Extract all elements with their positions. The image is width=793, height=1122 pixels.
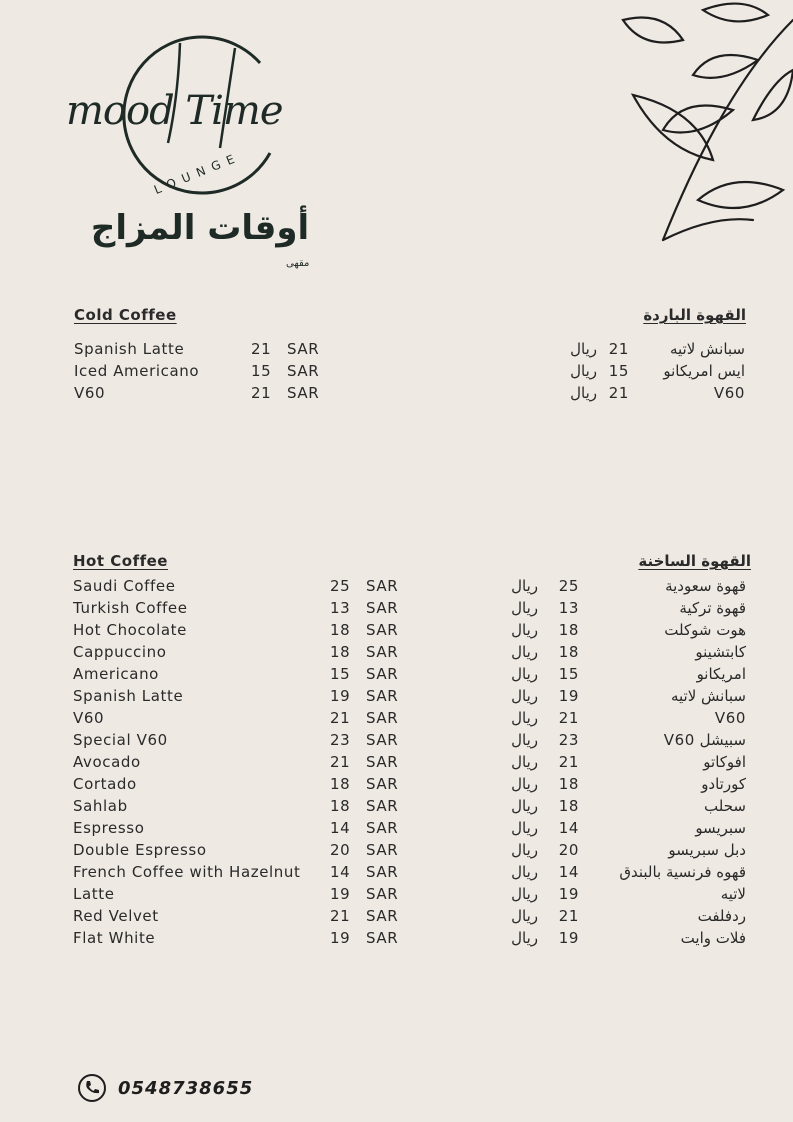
brand-arabic-sub: مقهى <box>286 258 310 269</box>
item-price-ar: 20 <box>558 841 579 859</box>
item-price-en: 18 <box>330 797 351 815</box>
menu-item-ar <box>0 863 793 885</box>
item-name-en: Avocado <box>73 753 141 771</box>
item-currency-ar: ريال <box>511 929 538 947</box>
item-name-en: Hot Chocolate <box>73 621 187 639</box>
item-currency-ar: ريال <box>511 621 538 639</box>
menu-item-ar <box>0 687 793 709</box>
item-price-en: 20 <box>330 841 351 859</box>
item-price-ar: 15 <box>608 362 629 380</box>
item-name-ar: سبيشل V60 <box>663 731 746 749</box>
menu-item-ar <box>0 599 793 621</box>
item-name-en: Cappuccino <box>73 643 167 661</box>
item-name-ar: قهوة سعودية <box>665 577 746 595</box>
menu-item-ar <box>0 885 793 907</box>
item-currency-en: SAR <box>366 753 399 771</box>
item-currency-ar: ريال <box>570 384 597 402</box>
item-currency-ar: ريال <box>511 797 538 815</box>
item-name-ar: ايس امريكانو <box>663 362 745 380</box>
item-currency-en: SAR <box>366 863 399 881</box>
menu-item-ar <box>0 621 793 643</box>
item-name-ar: سبريسو <box>695 819 746 837</box>
item-currency-ar: ريال <box>511 907 538 925</box>
item-price-ar: 13 <box>558 599 579 617</box>
item-name-en: Red Velvet <box>73 907 159 925</box>
item-currency-en: SAR <box>366 797 399 815</box>
item-name-ar: V60 <box>713 384 745 402</box>
item-name-en: Cortado <box>73 775 137 793</box>
item-price-ar: 15 <box>558 665 579 683</box>
item-price-en: 21 <box>330 753 351 771</box>
item-currency-en: SAR <box>366 731 399 749</box>
menu-item-ar <box>0 362 793 384</box>
item-currency-en: SAR <box>287 362 320 380</box>
item-name-en: Saudi Coffee <box>73 577 176 595</box>
item-name-ar: دبل سبريسو <box>668 841 746 859</box>
phone-icon <box>78 1074 106 1102</box>
menu-item-ar <box>0 384 793 406</box>
item-name-ar: كورتادو <box>701 775 746 793</box>
item-name-ar: سبانش لاتيه <box>670 687 746 705</box>
phone-number: 0548738655 <box>118 1078 254 1099</box>
item-currency-ar: ريال <box>511 599 538 617</box>
item-price-en: 25 <box>330 577 351 595</box>
item-name-ar: سحلب <box>704 797 746 815</box>
item-price-ar: 18 <box>558 775 579 793</box>
item-price-ar: 19 <box>558 929 579 947</box>
item-currency-en: SAR <box>366 885 399 903</box>
item-price-en: 18 <box>330 775 351 793</box>
item-name-en: Spanish Latte <box>74 340 185 358</box>
item-name-ar: كابتشينو <box>695 643 746 661</box>
item-currency-ar: ريال <box>511 863 538 881</box>
item-currency-ar: ريال <box>570 340 597 358</box>
item-currency-ar: ريال <box>511 775 538 793</box>
item-currency-ar: ريال <box>511 687 538 705</box>
leaves-decoration <box>603 0 793 245</box>
item-price-en: 18 <box>330 643 351 661</box>
item-currency-en: SAR <box>366 687 399 705</box>
item-currency-ar: ريال <box>511 577 538 595</box>
menu-item-ar <box>0 665 793 687</box>
item-currency-ar: ريال <box>511 709 538 727</box>
item-currency-en: SAR <box>366 819 399 837</box>
menu-item-ar <box>0 709 793 731</box>
item-currency-ar: ريال <box>511 643 538 661</box>
item-price-ar: 21 <box>558 907 579 925</box>
menu-item-ar <box>0 643 793 665</box>
item-price-ar: 25 <box>558 577 579 595</box>
item-price-ar: 14 <box>558 863 579 881</box>
item-currency-ar: ريال <box>511 885 538 903</box>
item-currency-en: SAR <box>366 929 399 947</box>
brand-logo <box>60 18 320 278</box>
item-name-en: Latte <box>73 885 115 903</box>
item-name-ar: ردفلفت <box>697 907 746 925</box>
item-price-en: 21 <box>251 384 272 402</box>
brand-sub-name: LOUNGE <box>152 149 243 197</box>
item-price-en: 15 <box>251 362 272 380</box>
item-name-en: Sahlab <box>73 797 128 815</box>
item-price-ar: 19 <box>558 885 579 903</box>
item-currency-en: SAR <box>366 621 399 639</box>
item-price-ar: 19 <box>558 687 579 705</box>
item-price-en: 19 <box>330 885 351 903</box>
item-name-en: Special V60 <box>73 731 168 749</box>
item-name-en: Spanish Latte <box>73 687 184 705</box>
menu-item-ar <box>0 731 793 753</box>
item-name-ar: افوكاتو <box>703 753 746 771</box>
menu-item-ar <box>0 907 793 929</box>
item-price-ar: 18 <box>558 621 579 639</box>
item-name-en: Espresso <box>73 819 145 837</box>
item-name-en: Flat White <box>73 929 156 947</box>
item-currency-ar: ريال <box>511 731 538 749</box>
cold-coffee-title-ar: القهوة الباردة <box>643 306 746 324</box>
item-name-ar: سبانش لاتيه <box>669 340 745 358</box>
item-price-en: 21 <box>251 340 272 358</box>
item-price-ar: 23 <box>558 731 579 749</box>
item-price-en: 19 <box>330 687 351 705</box>
item-price-en: 14 <box>330 819 351 837</box>
menu-item-ar <box>0 841 793 863</box>
menu-item-ar <box>0 753 793 775</box>
item-currency-en: SAR <box>366 907 399 925</box>
item-name-en: V60 <box>73 709 105 727</box>
item-currency-en: SAR <box>366 599 399 617</box>
menu-item-ar <box>0 797 793 819</box>
item-currency-en: SAR <box>366 709 399 727</box>
item-price-en: 18 <box>330 621 351 639</box>
menu-item-ar <box>0 819 793 841</box>
item-price-ar: 21 <box>608 340 629 358</box>
item-currency-en: SAR <box>287 340 320 358</box>
hot-coffee-title-ar: القهوة الساخنة <box>638 552 751 570</box>
item-currency-ar: ريال <box>511 841 538 859</box>
item-price-en: 21 <box>330 907 351 925</box>
item-price-en: 19 <box>330 929 351 947</box>
item-name-ar: هوت شوكلت <box>664 621 746 639</box>
item-currency-en: SAR <box>366 577 399 595</box>
brand-script-name: mood Time <box>66 88 283 134</box>
item-price-en: 23 <box>330 731 351 749</box>
item-currency-en: SAR <box>287 384 320 402</box>
item-price-ar: 14 <box>558 819 579 837</box>
item-price-ar: 21 <box>558 753 579 771</box>
item-price-en: 13 <box>330 599 351 617</box>
item-price-ar: 21 <box>558 709 579 727</box>
cold-coffee-title-en: Cold Coffee <box>74 306 177 324</box>
item-name-ar: قهوه فرنسية بالبندق <box>619 863 746 881</box>
item-name-en: French Coffee with Hazelnut <box>73 863 301 881</box>
item-currency-ar: ريال <box>570 362 597 380</box>
menu-item-ar <box>0 577 793 599</box>
item-currency-en: SAR <box>366 841 399 859</box>
item-name-ar: لاتيه <box>720 885 746 903</box>
item-price-ar: 21 <box>608 384 629 402</box>
item-name-ar: امريكانو <box>696 665 746 683</box>
item-currency-ar: ريال <box>511 819 538 837</box>
item-currency-en: SAR <box>366 665 399 683</box>
item-price-ar: 18 <box>558 643 579 661</box>
item-name-ar: V60 <box>714 709 746 727</box>
hot-coffee-title-en: Hot Coffee <box>73 552 168 570</box>
item-name-en: Turkish Coffee <box>73 599 188 617</box>
item-name-en: Americano <box>73 665 159 683</box>
item-name-ar: فلات وايت <box>680 929 746 947</box>
item-currency-en: SAR <box>366 775 399 793</box>
item-price-en: 21 <box>330 709 351 727</box>
menu-item-ar <box>0 929 793 951</box>
item-name-en: V60 <box>74 384 106 402</box>
item-name-en: Double Espresso <box>73 841 207 859</box>
item-currency-ar: ريال <box>511 665 538 683</box>
menu-item-ar <box>0 340 793 362</box>
item-currency-en: SAR <box>366 643 399 661</box>
item-price-en: 15 <box>330 665 351 683</box>
item-currency-ar: ريال <box>511 753 538 771</box>
item-name-en: Iced Americano <box>74 362 200 380</box>
menu-item-ar <box>0 775 793 797</box>
item-name-ar: قهوة تركية <box>679 599 746 617</box>
brand-arabic-name: أوقات المزاج <box>90 208 310 248</box>
item-price-en: 14 <box>330 863 351 881</box>
item-price-ar: 18 <box>558 797 579 815</box>
